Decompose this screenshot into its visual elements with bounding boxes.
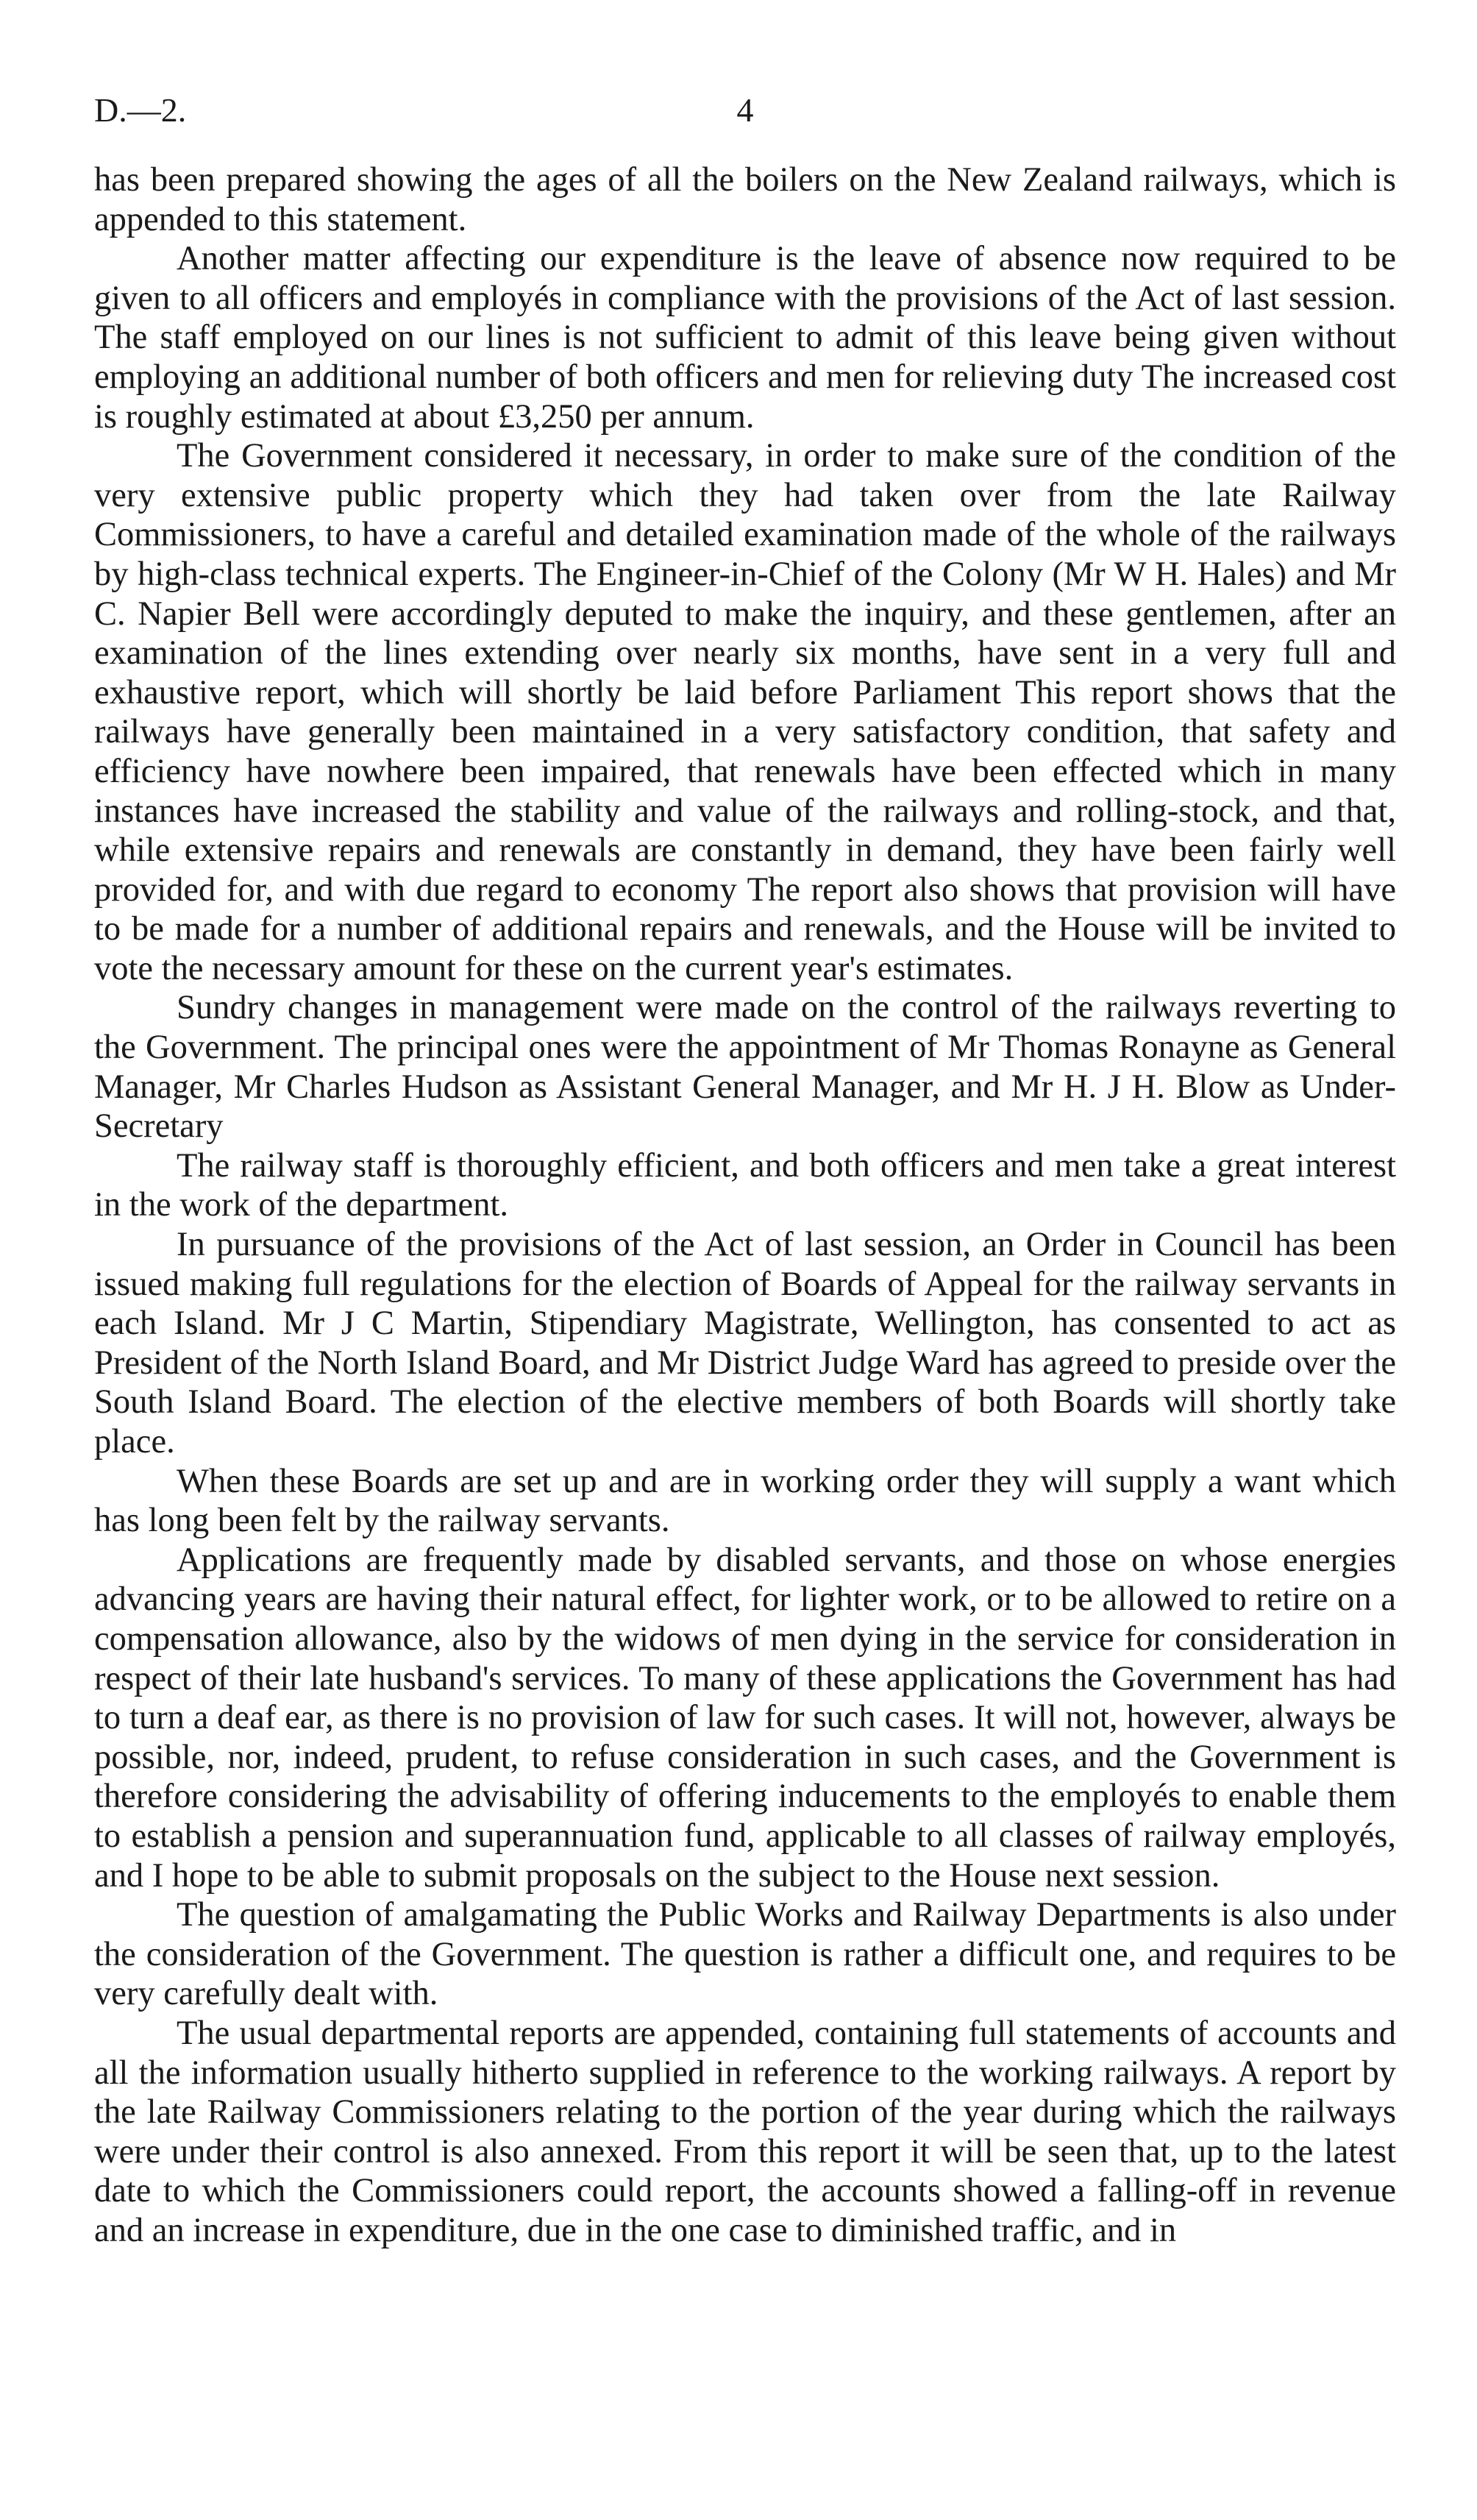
paragraph-boards-of-appeal: In pursuance of the provisions of the Act of last session, an Order in Council has been issued making full regulations for the election of Boards of Appeal for the railway servants in each Island. Mr J C Martin, Stipendiary Magistrate, Wellington, has consented to act as President of the North Island Board, and Mr District Judge Ward has agreed to preside over the South Island Board. The election of the elective members of both Boards will shortly take place. [94,1226,1396,1460]
paragraph-departmental-reports: The usual departmental reports are appended, containing full statements of accounts and all the information usually hitherto supplied in reference to the working railways. A report by the late Railway Commissioners relating to the portion of the year during which the railways were under their control is also annexed. From this report it will be seen that, up to the latest date to which the Commissioners could report, the accounts showed a falling-off in revenue and an increase in expenditure, due in the one case to diminished traffic, and in [94,2014,1396,2249]
paragraph-railway-staff: The railway staff is thoroughly efficient, and both officers and men take a great interest in the work of the department. [94,1146,1396,1224]
paragraph-railway-examination: The Government considered it necessary, in order to make sure of the condition of the very extensive public property which they had taken over from the late Railway Commissioners, to have a careful and detailed examination made of the whole of the railways by high-class technical experts. The Engineer-in-Chief of the Colony (Mr W H. Hales) and Mr C. Napier Bell were accordingly deputed to make the inquiry, and these gentlemen, after an examination of the lines extending over nearly six months, have sent in a very full and exhaustive report, which will shortly be laid before Parliament This report shows that the railways have generally been maintained in a very satisfactory condition, that safety and efficiency have nowhere been impaired, that renewals have been effected which in many instances have increased the stability and value of the railways and rolling-stock, and that, while extensive repairs and renewals are constantly in demand, they have been fairly well provided for, and with due regard to economy The report also shows that provision will have to be made for a number of additional repairs and renewals, and the House will be invited to vote the necessary amount for these on the current year's estimates. [94,437,1396,987]
paragraph-leave-of-absence: Another matter affecting our expenditure is the leave of absence now required to be given to all officers and employés in compliance with the provisions of the Act of last session. The staff employed on our lines is not sufficient to admit of this leave being given without employing an additional number of both officers and men for relieving duty The increased cost is roughly estimated at about £3,250 per annum. [94,240,1396,436]
paragraph-continued: has been prepared showing the ages of all the boilers on the New Zealand railways, which is appended to this statement. [94,161,1396,238]
paragraph-applications-pension: Applications are frequently made by disabled servants, and those on whose energies advancing years are having their natural effect, for lighter work, or to be allowed to retire on a compensation allowance, also by the widows of men dying in the service for consideration in respect of their late husband's services. To many of these applications the Government has had to turn a deaf ear, as there is no provision of law for such cases. It will not, however, always be possible, nor, indeed, prudent, to refuse consideration in such cases, and the Government is therefore considering the advisability of offering inducements to the employés to enable them to establish a pension and superannuation fund, applicable to all classes of railway employés, and I hope to be able to submit proposals on the subject to the House next session. [94,1541,1396,1895]
paragraph-amalgamation: The question of amalgamating the Public Works and Railway Departments is also under the consideration of the Government. The question is rather a difficult one, and requires to be very carefully dealt with. [94,1896,1396,2013]
document-reference: D.—2. [94,91,187,129]
page-header [94,88,1396,132]
paragraph-management-changes: Sundry changes in management were made on the control of the railways reverting to the Government. The principal ones were the appointment of Mr Thomas Ronayne as General Manager, Mr Charles Hudson as Assistant General Manager, and Mr H. J H. Blow as Under-Secretary [94,989,1396,1146]
paragraph-boards-working-order: When these Boards are set up and are in working order they will supply a want which has long been felt by the railway servants. [94,1462,1396,1540]
body-text [94,160,1396,2250]
page-number: 4 [736,91,754,129]
